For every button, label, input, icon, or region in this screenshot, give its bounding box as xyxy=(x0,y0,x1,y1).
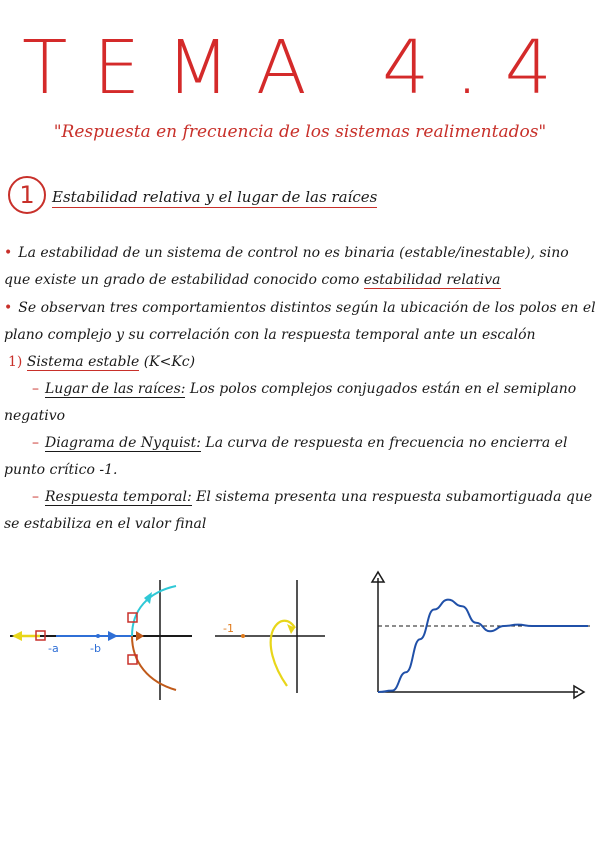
nyquist-figure xyxy=(215,578,330,698)
case-condition: (K<Kc) xyxy=(143,354,196,370)
section-title: Estabilidad relativa y el lugar de las raíces xyxy=(52,188,378,206)
bullet-icon: • xyxy=(4,245,13,261)
page-subtitle: "Respuesta en frecuencia de los sistemas realimentados" xyxy=(53,122,547,142)
locus-upper xyxy=(132,586,176,636)
item-text: El sistema presenta una respuesta subamortiguada que se estabiliza en el valor final xyxy=(4,489,593,532)
root-locus-figure xyxy=(0,570,200,710)
critical-point xyxy=(241,634,245,638)
paragraph-text: La estabilidad de un sistema de control no es binaria (estable/inestable), sino que existe un grado de estabilidad conocido como xyxy=(4,245,569,288)
locus-lower xyxy=(132,636,176,690)
response-curve xyxy=(378,600,588,692)
paragraph-behaviors xyxy=(4,295,596,349)
label-critical: -1 xyxy=(223,622,234,635)
item-text: Los polos complejos conjugados están en el semiplano negativo xyxy=(4,381,577,424)
case-number: 1) xyxy=(8,354,23,370)
item-text: La curva de respuesta en frecuencia no encierra el punto crítico -1. xyxy=(4,435,568,478)
item-label: Respuesta temporal: xyxy=(45,489,192,505)
arrow-right-icon xyxy=(108,631,118,641)
bullet-icon: • xyxy=(4,300,13,316)
section-number: 1 xyxy=(8,176,46,214)
relative-stability-term: estabilidad relativa xyxy=(363,272,501,288)
paragraph-relative-stability xyxy=(4,240,596,294)
case-stable-header xyxy=(8,349,600,376)
item-time-response xyxy=(4,484,596,538)
item-label: Diagrama de Nyquist: xyxy=(45,435,201,451)
case-label: Sistema estable xyxy=(26,354,140,370)
page-title: TEMA 4.4 xyxy=(22,25,578,111)
step-response-chart xyxy=(366,568,590,700)
item-root-locus xyxy=(4,376,596,430)
dash-icon: – xyxy=(32,381,39,397)
arrow-mid-icon xyxy=(136,631,144,641)
dash-icon: – xyxy=(32,489,39,505)
paragraph-text: Se observan tres comportamientos distintos según la ubicación de los polos en el plano complejo y su correlación con la respuesta temporal ante un escalón xyxy=(4,300,596,343)
label-a: -a xyxy=(48,642,59,655)
dash-icon: – xyxy=(32,435,39,451)
arrow-left-icon xyxy=(12,631,22,641)
label-b: -b xyxy=(90,642,101,655)
item-label: Lugar de las raíces: xyxy=(45,381,186,397)
pole-b xyxy=(96,634,100,638)
item-nyquist xyxy=(4,430,596,484)
